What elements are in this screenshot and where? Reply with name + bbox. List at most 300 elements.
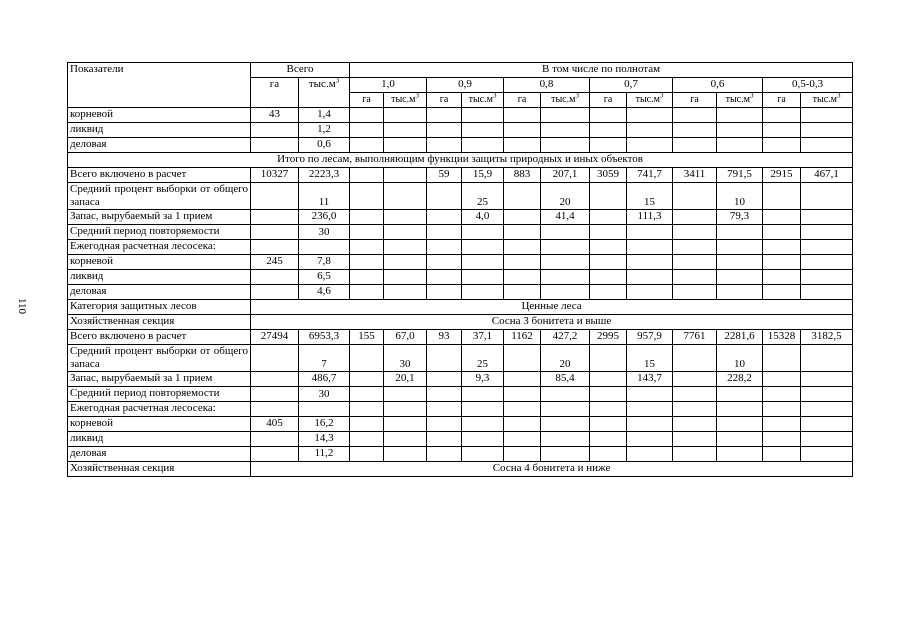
table-row [68,225,853,240]
table-cell [251,270,299,285]
row-label: деловая [68,447,251,462]
table-cell: 405 [251,417,299,432]
table-cell [541,225,590,240]
row-label: Средний процент выборки от общего запаса [68,345,251,372]
table-row [68,270,853,285]
row-label: Хозяйственная секция [68,462,251,477]
table-cell [504,108,541,123]
density-header: 0,6 [673,78,763,93]
table-row [68,210,853,225]
table-cell: 41,4 [541,210,590,225]
table-cell [541,123,590,138]
table-cell [384,183,427,210]
table-cell [763,402,801,417]
table-cell [801,240,853,255]
table-cell [427,387,462,402]
table-cell [462,240,504,255]
table-cell: 43 [251,108,299,123]
table-cell [673,387,717,402]
table-row [68,285,853,300]
table-cell [627,285,673,300]
table-cell [384,447,427,462]
table-cell [350,447,384,462]
sub-header-ha: га [427,93,462,108]
table-cell [350,345,384,372]
table-cell: 10327 [251,168,299,183]
table-cell [350,108,384,123]
header-total-ha: га [251,78,299,108]
table-row [68,315,853,330]
table-cell [627,138,673,153]
table-cell [350,168,384,183]
row-label: Всего включено в расчет [68,330,251,345]
row-label: Средний процент выборки от общего запаса [68,183,251,210]
sub-header-m3: $тыс.м^3$ [801,93,853,108]
table-cell [627,432,673,447]
table-cell [763,372,801,387]
table-cell [590,123,627,138]
table-cell [384,210,427,225]
table-cell [763,345,801,372]
table-cell [427,255,462,270]
sub-header-m3: $тыс.м^3$ [717,93,763,108]
table-cell [462,432,504,447]
density-header: 1,0 [350,78,427,93]
table-cell [299,402,350,417]
table-cell: 741,7 [627,168,673,183]
table-cell: 143,7 [627,372,673,387]
table-row [68,240,853,255]
table-cell: 11,2 [299,447,350,462]
table-cell: 15 [627,183,673,210]
table-cell: 3411 [673,168,717,183]
table-cell [717,138,763,153]
table-cell [590,432,627,447]
table-cell [801,372,853,387]
table-row [68,372,853,387]
table-cell: 3059 [590,168,627,183]
table-cell [717,417,763,432]
table-cell: 3182,5 [801,330,853,345]
table-cell [627,447,673,462]
table-cell: 6,5 [299,270,350,285]
table-cell [427,417,462,432]
table-cell [251,210,299,225]
table-cell: 20 [541,183,590,210]
row-label: Средний период повторяемости [68,225,251,240]
table-cell [504,285,541,300]
table-cell [427,108,462,123]
table-cell: 236,0 [299,210,350,225]
table-cell [541,240,590,255]
table-cell: 20,1 [384,372,427,387]
table-cell [427,447,462,462]
table-row [68,153,853,168]
table-cell: 11 [299,183,350,210]
table-cell [673,372,717,387]
table-cell [504,210,541,225]
table-cell [384,270,427,285]
table-cell: 6953,3 [299,330,350,345]
table-cell [717,387,763,402]
table-cell [763,387,801,402]
table-cell: 1,4 [299,108,350,123]
table-cell [350,387,384,402]
table-cell [251,402,299,417]
table-cell [504,447,541,462]
table-cell [673,255,717,270]
table-row [68,462,853,477]
section-heading: Итого по лесам, выполняющим функции защиты природных и иных объектов [68,153,853,168]
table-row [68,255,853,270]
table-cell [590,255,627,270]
table-cell: 7761 [673,330,717,345]
table-cell [350,240,384,255]
table-cell: 4,6 [299,285,350,300]
row-label: Категория защитных лесов [68,300,251,315]
table-cell [350,417,384,432]
table-cell [504,225,541,240]
table-cell [801,417,853,432]
table-cell [717,270,763,285]
row-label: Всего включено в расчет [68,168,251,183]
table-cell [763,240,801,255]
table-cell [801,225,853,240]
table-cell [801,123,853,138]
table-cell [350,285,384,300]
table-cell [251,138,299,153]
table-cell: 0,6 [299,138,350,153]
table-cell [673,417,717,432]
table-cell [627,225,673,240]
table-cell [251,432,299,447]
table-cell: 155 [350,330,384,345]
sub-header-m3: $тыс.м^3$ [462,93,504,108]
table-cell: 79,3 [717,210,763,225]
table-cell [763,183,801,210]
table-cell [717,255,763,270]
table-row [68,447,853,462]
table-cell: 111,3 [627,210,673,225]
table-cell [384,240,427,255]
row-label: Средний период повторяемости [68,387,251,402]
table-cell [504,123,541,138]
table-cell [350,138,384,153]
table-cell [801,285,853,300]
table-cell [384,168,427,183]
table-cell [590,108,627,123]
table-cell [801,210,853,225]
table-cell [673,345,717,372]
table-cell: 25 [462,345,504,372]
table-cell: 85,4 [541,372,590,387]
table-cell [541,138,590,153]
table-cell [541,417,590,432]
table-cell [801,387,853,402]
table-cell [384,225,427,240]
table-cell [427,138,462,153]
row-label: Запас, вырубаемый за 1 прием [68,372,251,387]
table-cell [350,225,384,240]
table-cell [251,240,299,255]
table-cell [384,417,427,432]
table-cell [350,432,384,447]
table-cell [504,432,541,447]
table-cell [627,240,673,255]
table-cell [763,225,801,240]
table-cell [427,402,462,417]
table-cell [462,402,504,417]
table-cell [427,240,462,255]
table-cell [462,447,504,462]
table-cell [504,372,541,387]
table-cell: 486,7 [299,372,350,387]
table-cell [299,240,350,255]
table-cell: 27494 [251,330,299,345]
table-cell [384,402,427,417]
section-value: Ценные леса [251,300,853,315]
table-cell: 30 [299,225,350,240]
table-cell [763,447,801,462]
table-cell: 1162 [504,330,541,345]
row-label: деловая [68,138,251,153]
table-cell [384,432,427,447]
table-cell [427,123,462,138]
table-cell [251,447,299,462]
header-by-density: В том числе по полнотам [350,63,853,78]
table-cell: 59 [427,168,462,183]
table-cell [427,210,462,225]
table-cell [384,108,427,123]
sub-header-ha: га [673,93,717,108]
table-cell [673,270,717,285]
table-cell [717,432,763,447]
table-cell: 207,1 [541,168,590,183]
table-cell [350,210,384,225]
table-cell [627,123,673,138]
row-label: ликвид [68,270,251,285]
table-cell [462,108,504,123]
table-cell [462,138,504,153]
table-row [68,123,853,138]
density-header: 0,5-0,3 [763,78,853,93]
row-label: ликвид [68,123,251,138]
sub-header-ha: га [590,93,627,108]
table-cell [350,123,384,138]
table-cell [504,240,541,255]
table-cell: 10 [717,345,763,372]
table-cell [427,183,462,210]
sub-header-ha: га [763,93,801,108]
table-cell [384,285,427,300]
table-cell [801,345,853,372]
table-cell [590,402,627,417]
table-cell [462,255,504,270]
table-cell [251,285,299,300]
table-cell [504,270,541,285]
table-cell: 7 [299,345,350,372]
table-cell [251,372,299,387]
density-header: 0,9 [427,78,504,93]
row-label: корневой [68,417,251,432]
table-cell [673,447,717,462]
table-cell [350,270,384,285]
row-label: Ежегодная расчетная лесосека: [68,402,251,417]
table-cell [251,345,299,372]
table-cell: 20 [541,345,590,372]
header-total: Всего [251,63,350,78]
table-cell [717,225,763,240]
table-cell [350,183,384,210]
table-cell [251,387,299,402]
table-cell [590,225,627,240]
table-cell [590,183,627,210]
table-row [68,345,853,372]
density-header: 0,7 [590,78,673,93]
table-cell: 2995 [590,330,627,345]
table-cell: 1,2 [299,123,350,138]
table-cell [541,285,590,300]
table-cell [627,255,673,270]
table-cell [717,240,763,255]
header-total-m3: $тыс.м^3$ [299,78,350,108]
table-cell [717,108,763,123]
table-cell [801,432,853,447]
table-cell [627,270,673,285]
table-cell [763,138,801,153]
table-cell [504,402,541,417]
table-cell [350,402,384,417]
row-label: Хозяйственная секция [68,315,251,330]
table-cell [763,417,801,432]
table-cell: 25 [462,183,504,210]
table-cell: 4,0 [462,210,504,225]
table-cell [673,432,717,447]
table-row [68,300,853,315]
table-row [68,138,853,153]
sub-header-m3: $тыс.м^3$ [384,93,427,108]
table-cell [673,138,717,153]
table-cell [541,255,590,270]
table-cell [590,345,627,372]
table-cell: 467,1 [801,168,853,183]
header-indicators: Показатели [68,63,251,108]
table-cell [627,387,673,402]
table-cell [763,123,801,138]
table-cell [801,108,853,123]
table-cell [504,138,541,153]
sub-header-ha: га [350,93,384,108]
table-cell [590,138,627,153]
table-cell [427,225,462,240]
table-cell [384,255,427,270]
header-row-1 [68,63,853,78]
table-cell [763,210,801,225]
page-number: 110 [16,297,29,315]
table-cell [673,123,717,138]
table-cell [427,285,462,300]
table-cell [801,183,853,210]
table-row [68,108,853,123]
table-cell: 37,1 [462,330,504,345]
table-cell [763,108,801,123]
table-cell [251,225,299,240]
table-cell: 15328 [763,330,801,345]
table-cell [801,447,853,462]
section-value: Сосна 4 бонитета и ниже [251,462,853,477]
table-cell [801,255,853,270]
table-cell [541,108,590,123]
section-value: Сосна 3 бонитета и выше [251,315,853,330]
table-cell [763,432,801,447]
table-row [68,402,853,417]
table-row [68,183,853,210]
table-cell: 2915 [763,168,801,183]
table-cell: 7,8 [299,255,350,270]
table-cell [384,138,427,153]
table-cell [462,225,504,240]
table-cell [251,183,299,210]
table-cell [717,123,763,138]
row-label: Ежегодная расчетная лесосека: [68,240,251,255]
table-cell: 427,2 [541,330,590,345]
table-cell [590,285,627,300]
table-cell [462,417,504,432]
logging-calculation-table [67,62,853,477]
table-cell [541,402,590,417]
table-cell [504,183,541,210]
table-cell [673,183,717,210]
row-label: ликвид [68,432,251,447]
table-cell [763,285,801,300]
table-row [68,330,853,345]
row-label: Запас, вырубаемый за 1 прием [68,210,251,225]
table-cell [350,372,384,387]
table-cell [763,270,801,285]
table-cell [763,255,801,270]
table-cell [462,387,504,402]
table-cell: 10 [717,183,763,210]
table-cell [673,240,717,255]
table-cell [504,387,541,402]
table-cell [541,270,590,285]
table-cell: 15,9 [462,168,504,183]
table-cell [673,402,717,417]
table-cell [717,285,763,300]
table-cell [504,417,541,432]
table-cell [462,270,504,285]
table-cell [504,255,541,270]
table-cell: 2223,3 [299,168,350,183]
table-row [68,432,853,447]
sub-header-ha: га [504,93,541,108]
table-cell: 14,3 [299,432,350,447]
table-cell [427,270,462,285]
table-cell [801,270,853,285]
table-cell: 245 [251,255,299,270]
table-cell [801,402,853,417]
table-cell: 883 [504,168,541,183]
table-cell [590,447,627,462]
table-cell [717,447,763,462]
table-cell: 228,2 [717,372,763,387]
table-row [68,417,853,432]
table-cell [673,225,717,240]
table-cell [590,387,627,402]
row-label: корневой [68,108,251,123]
sub-header-m3: $тыс.м^3$ [541,93,590,108]
table-cell [427,345,462,372]
